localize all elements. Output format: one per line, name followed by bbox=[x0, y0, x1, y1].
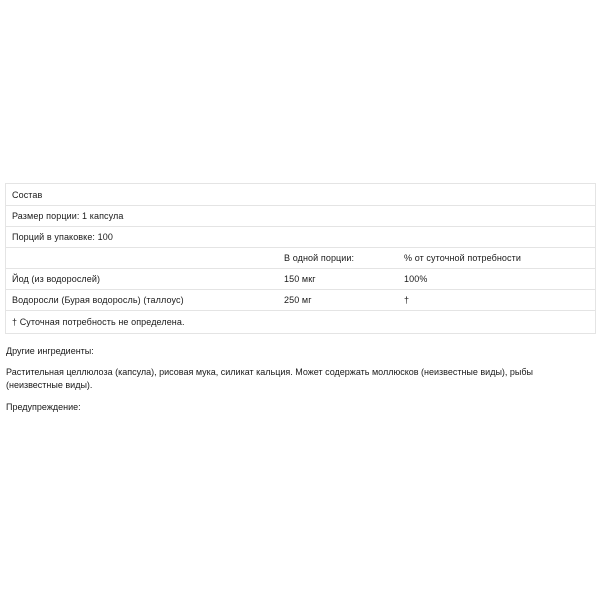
table-row bbox=[6, 269, 595, 290]
ingredient-daily-value: 100% bbox=[404, 274, 428, 284]
ingredient-amount: 150 мкг bbox=[284, 274, 316, 284]
daily-value-header: % от суточной потребности bbox=[404, 253, 521, 263]
ingredient-name: Водоросли (Бурая водоросль) (таллоус) bbox=[12, 295, 184, 305]
ingredient-amount: 250 мг bbox=[284, 295, 312, 305]
per-serving-header: В одной порции: bbox=[284, 253, 355, 263]
other-ingredients-text: Растительная целлюлоза (капсула), рисовая мука, силикат кальция. Может содержать моллюсков (неизвестные виды), рыбы (неизвестные виды). bbox=[6, 367, 534, 390]
column-header-row bbox=[6, 248, 595, 269]
other-ingredients-title: Другие ингредиенты: bbox=[6, 346, 94, 356]
servings-per-container: Порций в упаковке: 100 bbox=[12, 232, 113, 242]
daily-value-footnote: † Суточная потребность не определена. bbox=[12, 317, 185, 327]
servings-per-container-row bbox=[6, 227, 595, 248]
table-row bbox=[6, 290, 595, 311]
facts-title: Состав bbox=[12, 189, 43, 200]
ingredient-name: Йод (из водорослей) bbox=[12, 274, 101, 284]
serving-size-row bbox=[6, 206, 595, 227]
warning-title: Предупреждение: bbox=[6, 402, 81, 412]
ingredient-daily-value: † bbox=[404, 295, 410, 305]
supplement-facts-table bbox=[5, 183, 596, 334]
footnote-row bbox=[6, 311, 595, 334]
facts-title-row bbox=[6, 184, 595, 206]
serving-size: Размер порции: 1 капсула bbox=[12, 211, 124, 221]
